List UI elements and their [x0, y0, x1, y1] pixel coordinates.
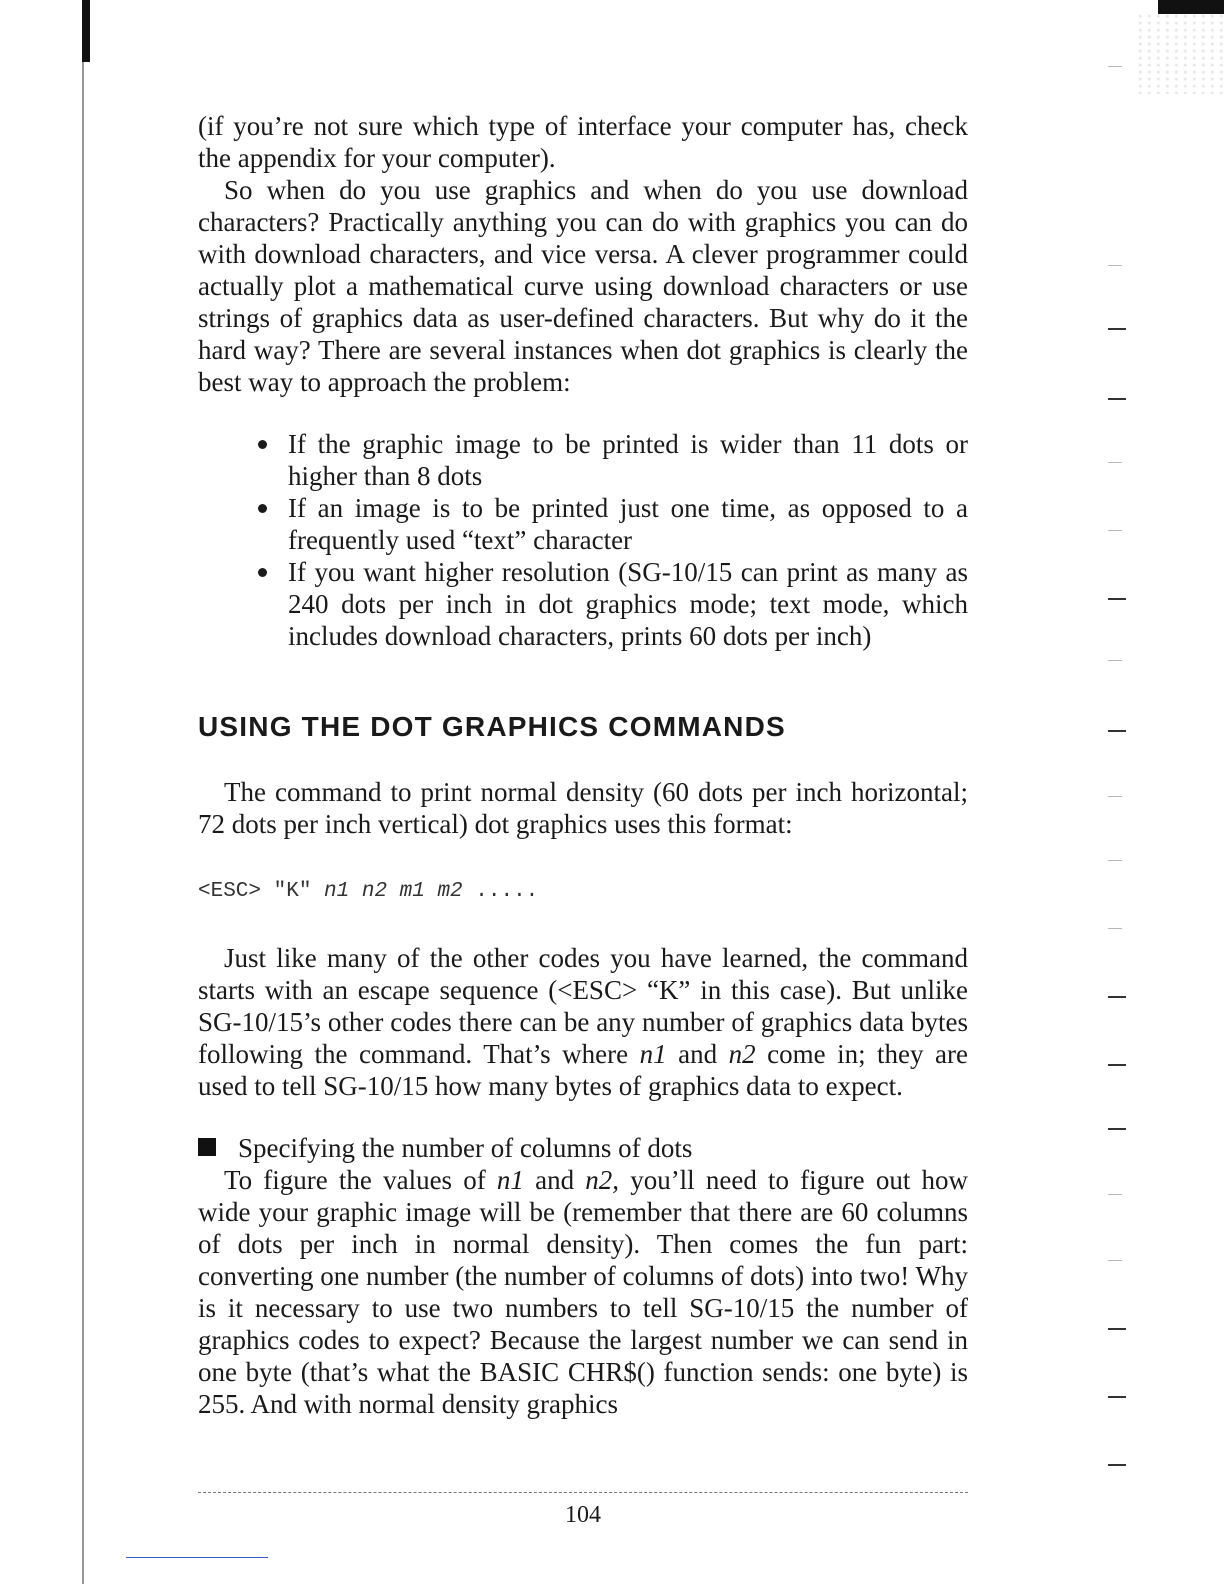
- footer-rule: [198, 1492, 968, 1493]
- command-suffix: .....: [462, 880, 539, 903]
- margin-tick-marks: [1108, 60, 1128, 1500]
- paragraph-interface-note: (if you’re not sure which type of interface your computer has, check the appendix for your computer).: [198, 111, 968, 173]
- list-item: If the graphic image to be printed is wider than 11 dots or higher than 8 dots: [288, 429, 968, 491]
- command-prefix: <ESC> "K": [198, 880, 325, 903]
- page-content: [198, 110, 968, 1420]
- text-run: come in; they are used to tell SG-10/15 how many bytes of graphics data to expect.: [198, 1039, 968, 1101]
- command-args: n1 n2 m1 m2: [324, 880, 463, 903]
- command-format: [198, 876, 968, 908]
- square-bullet-icon: [198, 1138, 216, 1156]
- text-run: To figure the values of: [224, 1165, 497, 1195]
- variable-n1: n1: [496, 1165, 524, 1195]
- text-run: you’ll need to figure out how wide your graphic image will be (remember that there are 60 columns of dots per inch in normal density). Then comes the fun part: converting one number (the number of columns of dots) into two! Why is it necessary to use two numbers to tell SG-10/15 the number of graphics codes to expect? Because the largest number we can send in one byte (that’s what the BASIC CHR$() function sends: one byte) is 255. And with normal density graphics: [198, 1165, 969, 1419]
- scan-edge-line: [126, 1557, 268, 1558]
- bullet-list: [198, 428, 968, 652]
- variable-n1: n1: [639, 1039, 667, 1069]
- list-item: If an image is to be printed just one time, as opposed to a frequently used “text” character: [288, 493, 968, 555]
- variable-n2: n2,: [585, 1165, 620, 1195]
- paragraph-command-intro: The command to print normal density (60 dots per inch horizontal; 72 dots per inch vertical) dot graphics uses this format:: [198, 777, 968, 839]
- text-run: Just like many of the other codes you have learned, the command starts with an escape sequence (<ESC> “K” in this case). But unlike SG-10/15’s other codes there can be any number of graphics data bytes following the command. That’s where: [198, 943, 968, 1069]
- binding-mark: [82, 0, 90, 62]
- paragraph-graphics-vs-download: So when do you use graphics and when do you use download characters? Practically anything you can do with graphics you can do with download characters, and vice versa. A clever programmer could actually plot a mathematical curve using download characters or use strings of graphics data as user-defined characters. But why do it the hard way? There are several instances when dot graphics is clearly the best way to approach the problem:: [198, 175, 968, 397]
- binding-edge: [82, 0, 84, 1584]
- corner-scan-mark: [1158, 0, 1224, 14]
- paragraph-columns: [198, 1164, 968, 1420]
- list-item: If you want higher resolution (SG-10/15 can print as many as 240 dots per inch in dot graphics mode; text mode, which includes download characters, prints 60 dots per inch): [288, 557, 968, 651]
- subsection-title: Specifying the number of columns of dots: [238, 1133, 693, 1163]
- page-number: 104: [565, 1502, 601, 1528]
- paragraph-escape-sequence: [198, 942, 968, 1102]
- section-heading: USING THE DOT GRAPHICS COMMANDS: [198, 711, 786, 742]
- text-run: and: [523, 1165, 586, 1195]
- subsection-heading: [198, 1132, 968, 1164]
- text-run: and: [666, 1039, 729, 1069]
- variable-n2: n2: [728, 1039, 756, 1069]
- scan-speckle: [1134, 14, 1224, 94]
